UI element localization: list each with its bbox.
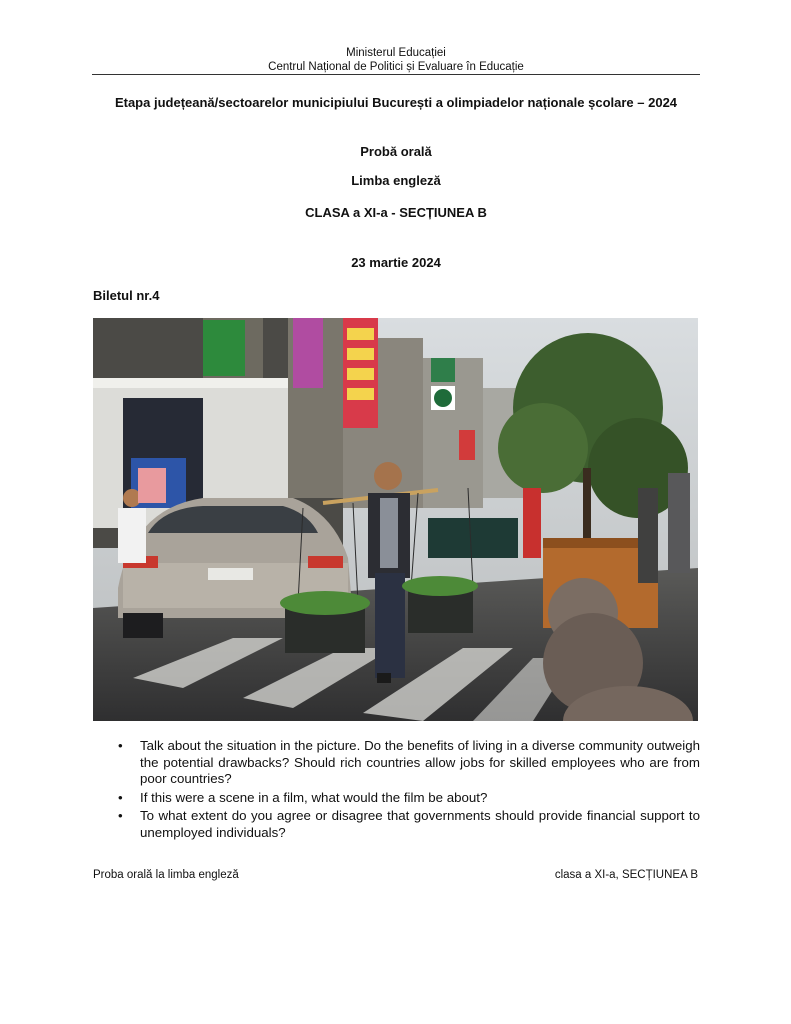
question-text: If this were a scene in a film, what would the film be about? — [140, 789, 488, 805]
exam-title: Etapa județeană/sectoarelor municipiului București a olimpiadelor naționale școlare – 2024 — [114, 95, 678, 110]
bullet-icon: • — [118, 738, 123, 753]
test-type: Probă orală — [360, 144, 432, 159]
footer-class: clasa a XI-a, SECȚIUNEA B — [554, 869, 698, 881]
ticket-number: Biletul nr.4 — [93, 288, 160, 303]
list-item — [118, 738, 700, 788]
class-section: CLASA a XI-a - SECȚIUNEA B — [305, 205, 487, 220]
bullet-icon: • — [118, 808, 123, 823]
street-scene-photo — [93, 318, 698, 721]
list-item — [118, 808, 700, 841]
bullet-icon: • — [118, 789, 123, 805]
list-item — [118, 790, 700, 807]
subject: Limba engleză — [351, 173, 441, 188]
document-header — [92, 46, 700, 74]
center-name: Centrul Național de Politici și Evaluare în Educație — [268, 61, 524, 73]
header-divider — [92, 74, 700, 75]
question-text: To what extent do you agree or disagree that governments should provide financial support to unemployed individuals? — [140, 808, 700, 840]
ministry-name: Ministerul Educației — [346, 47, 446, 59]
footer-subject: Proba orală la limba engleză — [93, 869, 239, 881]
exam-date: 23 martie 2024 — [351, 255, 441, 270]
question-text: Talk about the situation in the picture. Do the benefits of living in a diverse community outweigh the potential drawbacks? Should rich countries allow jobs for skilled employees who are from poor countries? — [140, 738, 700, 786]
question-list — [118, 738, 700, 843]
